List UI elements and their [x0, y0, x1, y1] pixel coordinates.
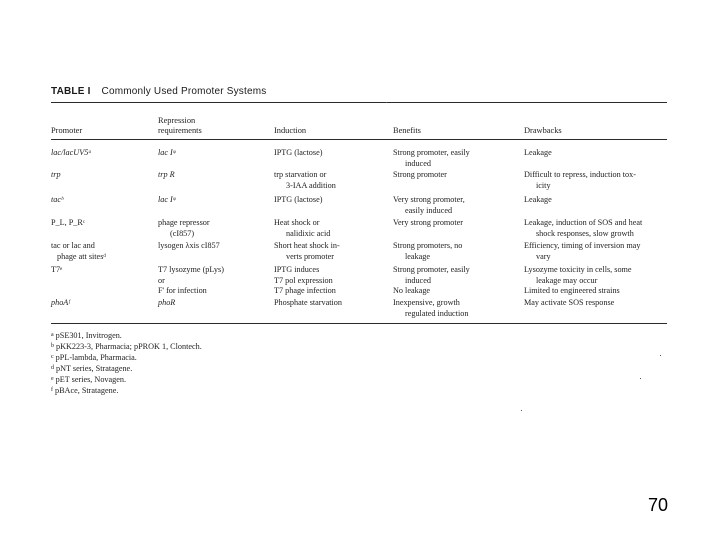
table-heading: [51, 86, 266, 97]
cell-line: phoAᶠ: [51, 298, 70, 307]
cell-repression: [158, 265, 224, 297]
cell-line: P_L, P_Rᶜ: [51, 218, 85, 227]
footnote-text: pPL-lambda, Pharmacia.: [55, 353, 137, 362]
cell-line: trp R: [158, 170, 175, 179]
cell-line: vary: [536, 251, 551, 261]
cell-line: T7 pol expression: [274, 275, 333, 285]
footnote-text: pBAce, Stratagene.: [55, 386, 119, 395]
footnote-mark: e: [51, 376, 54, 382]
cell-line: F' for infection: [158, 286, 207, 295]
cell-line: Very strong promoter,: [393, 195, 465, 204]
cell-line: icity: [536, 180, 551, 190]
cell-promoter: [51, 298, 70, 309]
scan-speck: [660, 355, 661, 356]
cell-line: Short heat shock in-: [274, 241, 340, 250]
cell-line: T7ᵉ: [51, 265, 63, 274]
cell-induction: [274, 148, 322, 159]
header-induction-line: Induction: [274, 126, 307, 135]
cell-line: IPTG (lactose): [274, 148, 323, 157]
header-benefits-line: Benefits: [393, 126, 421, 135]
cell-line: lysogen λxis cI857: [158, 241, 220, 250]
cell-promoter: [51, 170, 61, 181]
cell-line: induced: [405, 275, 431, 285]
cell-line: Heat shock or: [274, 218, 320, 227]
cell-drawbacks: [524, 265, 632, 297]
cell-line: IPTG induces: [274, 265, 320, 274]
cell-line: regulated induction: [405, 308, 469, 318]
cell-drawbacks: [524, 170, 636, 191]
cell-line: Leakage: [524, 148, 552, 157]
cell-line: phage repressor: [158, 218, 210, 227]
cell-induction: [274, 241, 340, 262]
cell-line: Strong promoters, no: [393, 241, 463, 250]
footnote: [51, 330, 202, 341]
cell-line: Limited to engineered strains: [524, 286, 620, 295]
header-drawbacks: [524, 126, 562, 136]
cell-repression: [158, 170, 175, 181]
cell-benefits: [393, 298, 468, 319]
scan-speck: [386, 102, 387, 103]
cell-line: Strong promoter: [393, 170, 447, 179]
table-header-rule: [51, 139, 667, 140]
cell-line: tac or lac and: [51, 241, 95, 250]
cell-line: 3-IAA addition: [286, 180, 336, 190]
cell-repression: [158, 241, 220, 252]
header-repression-line: Repression: [158, 116, 196, 125]
cell-promoter: [51, 241, 106, 262]
cell-line: Phosphate starvation: [274, 298, 342, 307]
footnote: [51, 374, 202, 385]
footnote-mark: c: [51, 354, 54, 360]
table-label: TABLE I: [51, 86, 91, 97]
cell-promoter: [51, 265, 62, 276]
cell-line: Leakage: [524, 195, 552, 204]
cell-line: lac Iᵠ: [158, 148, 176, 157]
cell-benefits: [393, 195, 465, 216]
cell-line: Leakage, induction of SOS and heat: [524, 218, 643, 227]
cell-line: Difficult to repress, induction tox-: [524, 170, 636, 179]
footnote-mark: a: [51, 332, 54, 338]
cell-line: T7 lysozyme (pLys): [158, 265, 224, 274]
cell-line: T7 phage infection: [274, 286, 336, 295]
cell-line: leakage: [405, 251, 430, 261]
cell-drawbacks: [524, 195, 552, 206]
cell-repression: [158, 148, 175, 159]
header-repression-line: requirements: [158, 126, 202, 135]
header-promoter: [51, 126, 82, 136]
page-number: 70: [648, 495, 669, 515]
header-drawbacks-line: Drawbacks: [524, 126, 562, 135]
header-promoter-line: Promoter: [51, 126, 83, 135]
cell-line: lac Iᵠ: [158, 195, 176, 204]
footnote: [51, 385, 202, 396]
cell-line: trp starvation or: [274, 170, 327, 179]
cell-line: phoR: [158, 298, 176, 307]
cell-drawbacks: [524, 148, 552, 159]
cell-drawbacks: [524, 298, 614, 309]
footnote: [51, 341, 202, 352]
cell-benefits: [393, 265, 470, 297]
cell-promoter: [51, 218, 85, 229]
cell-line: induced: [405, 158, 431, 168]
cell-line: Very strong promoter: [393, 218, 464, 227]
footnote-text: pSE301, Invitrogen.: [55, 331, 122, 340]
cell-benefits: [393, 218, 463, 229]
cell-line: lac/lacUV5ᵃ: [51, 148, 92, 157]
cell-line: No leakage: [393, 286, 431, 295]
cell-benefits: [393, 148, 470, 169]
cell-promoter: [51, 195, 63, 206]
cell-line: Inexpensive, growth: [393, 298, 460, 307]
cell-induction: [274, 265, 336, 297]
footnote-text: pET series, Novagen.: [55, 375, 127, 384]
cell-line: phage att sitesᵈ: [57, 251, 106, 261]
cell-line: Strong promoter, easily: [393, 265, 470, 274]
cell-line: IPTG (lactose): [274, 195, 323, 204]
cell-benefits: [393, 170, 447, 181]
cell-line: Efficiency, timing of inversion may: [524, 241, 641, 250]
cell-line: May activate SOS response: [524, 298, 615, 307]
footnote-mark: d: [51, 365, 54, 371]
table-footnotes: [51, 330, 202, 396]
cell-line: Lysozyme toxicity in cells, some: [524, 265, 632, 274]
header-repression: [158, 116, 202, 136]
cell-repression: [158, 195, 175, 206]
cell-line: leakage may occur: [536, 275, 598, 285]
header-induction: [274, 126, 306, 136]
cell-benefits: [393, 241, 462, 262]
table-title: Commonly Used Promoter Systems: [101, 86, 267, 97]
cell-repression: [158, 298, 175, 309]
footnote-mark: f: [51, 387, 53, 393]
cell-induction: [274, 218, 330, 239]
footnote: [51, 363, 202, 374]
footnote-text: pNT series, Stratagene.: [56, 364, 133, 373]
scan-speck: [521, 410, 522, 411]
cell-line: trp: [51, 170, 61, 179]
cell-line: easily induced: [405, 205, 453, 215]
header-benefits: [393, 126, 421, 136]
cell-induction: [274, 195, 322, 206]
cell-drawbacks: [524, 241, 640, 262]
cell-line: (cI857): [170, 228, 195, 238]
scan-speck: [640, 378, 641, 379]
cell-line: tacᵇ: [51, 195, 64, 204]
cell-induction: [274, 170, 336, 191]
cell-line: or: [158, 275, 165, 285]
cell-promoter: [51, 148, 92, 159]
cell-line: Strong promoter, easily: [393, 148, 470, 157]
cell-line: nalidixic acid: [286, 228, 331, 238]
table-top-rule: [51, 102, 667, 103]
footnote-text: pKK223-3, Pharmacia; pPROK 1, Clontech.: [56, 342, 202, 351]
footnote: [51, 352, 202, 363]
cell-line: verts promoter: [286, 251, 334, 261]
cell-line: shock responses, slow growth: [536, 228, 634, 238]
cell-repression: [158, 218, 210, 239]
table-bottom-rule: [51, 323, 667, 324]
footnote-mark: b: [51, 343, 54, 349]
cell-induction: [274, 298, 342, 309]
cell-drawbacks: [524, 218, 642, 239]
